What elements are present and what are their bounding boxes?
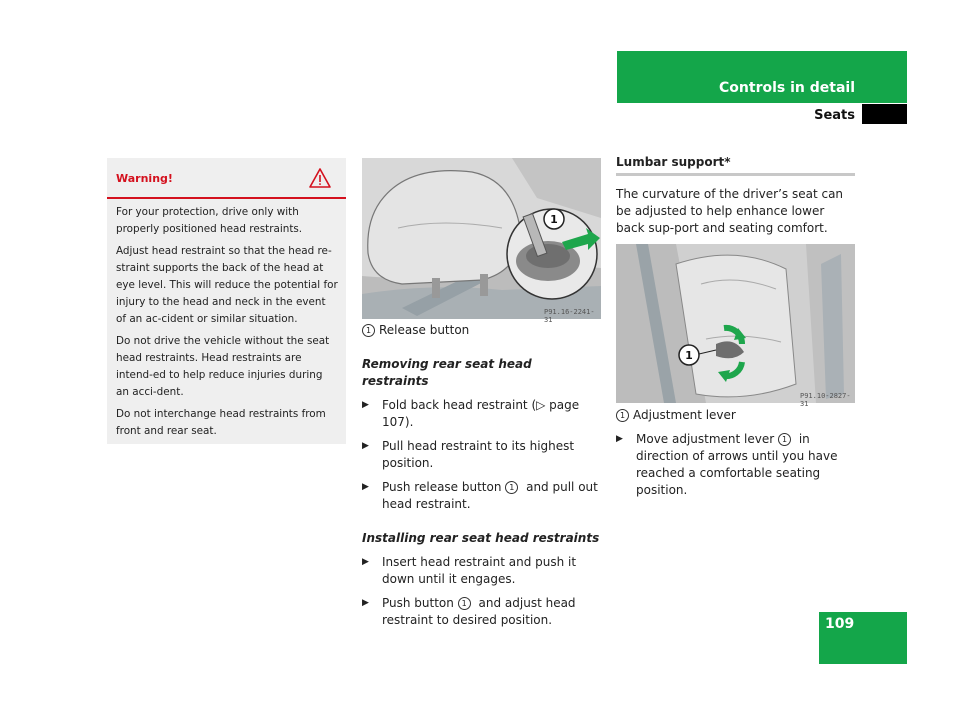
section-title: Lumbar support*: [616, 155, 731, 169]
right-column: [616, 407, 856, 499]
section-divider: [616, 173, 855, 176]
list-item: [362, 554, 602, 588]
image-caption: [616, 407, 856, 424]
triangle-right-icon: ▶: [616, 434, 623, 444]
header-title: Controls in detail: [719, 80, 855, 96]
warning-paragraph: Adjust head restraint so that the head re-straint supports the back of the head at eye level. This will reduce the potential for injury to the head and neck in the event of an ac-cident or similar situation.: [116, 245, 338, 325]
number-badge: 1: [505, 481, 518, 494]
number-badge: 1: [778, 433, 791, 446]
callout-number: 1: [550, 213, 558, 226]
number-badge: 1: [458, 597, 471, 610]
lumbar-seat-illustration: [616, 244, 855, 403]
page-number: 109: [825, 616, 855, 632]
list-item-text: [382, 595, 602, 629]
number-badge: 1: [362, 324, 375, 337]
list-item-text-part: Move adjustment lever: [636, 432, 779, 446]
list-item: [362, 595, 602, 629]
warning-paragraph: For your protection, drive only with properly positioned head restraints.: [116, 206, 303, 235]
list-item-text: Insert head restraint and push it down until it engages.: [382, 555, 577, 586]
triangle-right-icon: ▶: [362, 400, 369, 410]
list-item-text-part: and adjust head restraint to desired position.: [382, 596, 576, 627]
triangle-right-icon: ▶: [362, 441, 369, 451]
image-code: P91.16-2241-31: [544, 308, 595, 324]
lumbar-support-image: [616, 244, 855, 408]
list-item: [362, 438, 602, 472]
list-item-text: Pull head restraint to its highest position.: [382, 439, 575, 470]
list-item-text: [636, 431, 856, 499]
installing-heading: Installing rear seat head restraints: [362, 531, 600, 545]
callout-number: 1: [685, 349, 693, 362]
image-caption: [362, 322, 602, 339]
warning-box: [107, 158, 346, 444]
list-item: [362, 479, 602, 513]
warning-paragraph: Do not drive the vehicle without the seat head restraints. Head restraints are intend-ed to help reduce injuries during an acci-dent.: [116, 335, 330, 398]
list-item: [616, 431, 856, 499]
right-intro: [616, 186, 856, 237]
list-item-text-part: Push button: [382, 596, 458, 610]
list-item-text: Fold back head restraint (▷ page 107).: [382, 398, 580, 429]
warning-paragraph: Do not interchange head restraints from front and rear seat.: [116, 408, 326, 437]
intro-text: The curvature of the driver’s seat can be adjusted to help enhance lower back sup-port and seating comfort.: [616, 187, 844, 235]
triangle-right-icon: ▶: [362, 482, 369, 492]
list-item-text-part: and pull out head restraint.: [382, 480, 598, 511]
triangle-right-icon: ▶: [362, 557, 369, 567]
warning-title: Warning!: [116, 172, 173, 185]
image-code: P91.10-2827-31: [800, 392, 851, 408]
page-number-box: [819, 612, 907, 664]
list-item-text: [382, 479, 602, 513]
head-restraint-image: [362, 158, 601, 324]
header-black-tab: [862, 104, 907, 124]
header-subtitle: Seats: [814, 108, 855, 123]
list-item-text-part: Push release button: [382, 480, 506, 494]
list-item: [362, 397, 602, 431]
removing-heading: Removing rear seat head restraints: [362, 357, 532, 388]
warning-body: [116, 204, 338, 445]
caption-text: Release button: [379, 323, 470, 337]
middle-column: [362, 322, 602, 629]
number-badge: 1: [616, 409, 629, 422]
warning-divider: [107, 197, 346, 199]
head-restraint-illustration: [362, 158, 601, 319]
triangle-right-icon: ▶: [362, 598, 369, 608]
caption-text: Adjustment lever: [633, 408, 736, 422]
list-item-text-part: in direction of arrows until you have reached a comfortable seating position.: [636, 432, 838, 497]
warning-triangle-icon: [309, 168, 331, 188]
